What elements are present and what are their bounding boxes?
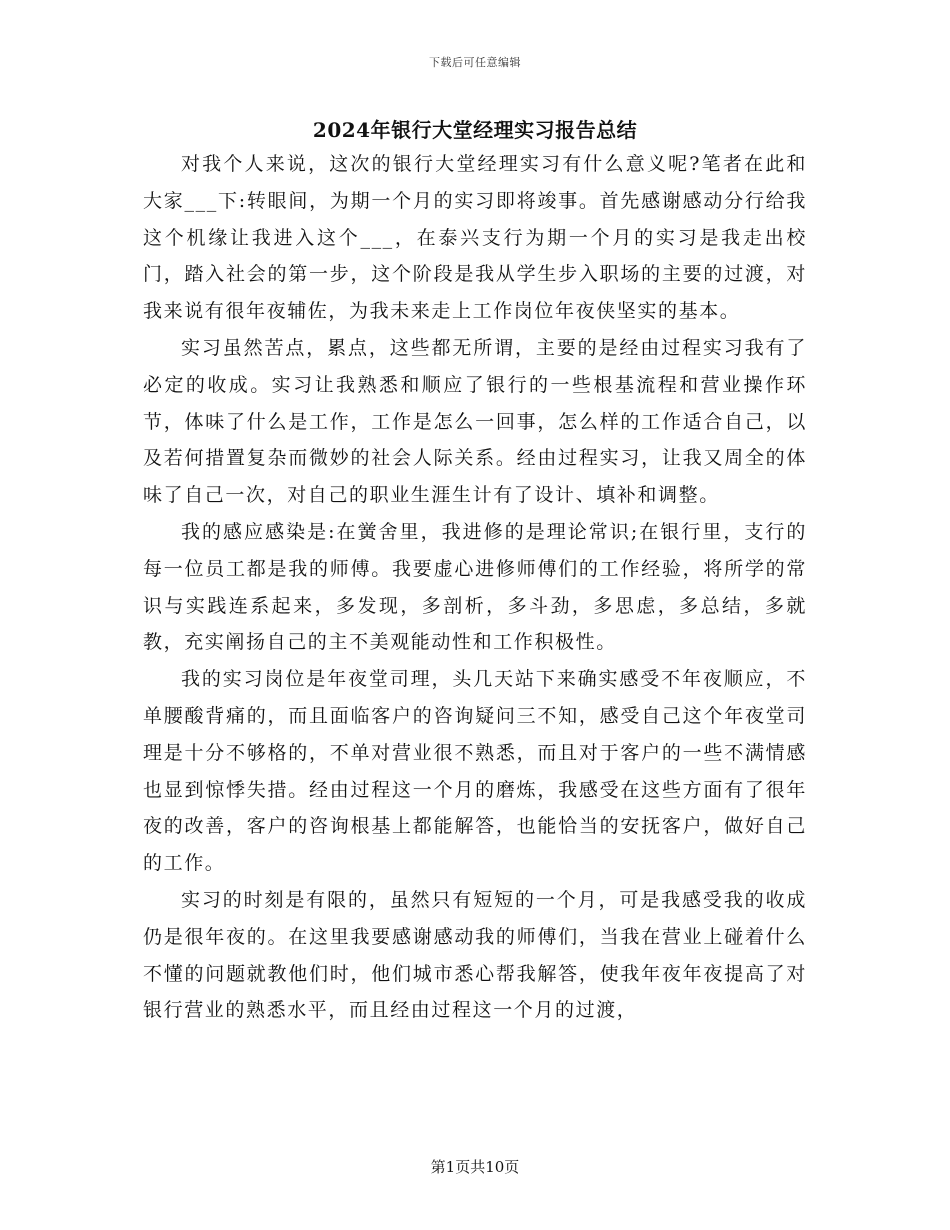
body-paragraph-4: 我的实习岗位是年夜堂司理，头几天站下来确实感受不年夜顺应，不单腰酸背痛的，而且面临客户的咨询疑问三不知，感受自己这个年夜堂司理是十分不够格的，不单对营业很不熟悉，而且对于客户的一些不满情感也显到惊悸失措。经由过程这一个月的磨炼，我感受在这些方面有了很年夜的改善，客户的咨询根基上都能解答，也能恰当的安抚客户，做好自己的工作。	[143, 668, 807, 875]
body-paragraph-5: 实习的时刻是有限的，虽然只有短短的一个月，可是我感受我的收成仍是很年夜的。在这里我要感谢感动我的师傅们，当我在营业上碰着什么不懂的问题就教他们时，他们城市悉心帮我解答，使我年夜年夜提高了对银行营业的熟悉水平，而且经由过程这一个月的过渡，	[143, 888, 807, 1022]
body-paragraph-3: 我的感应感染是:在黉舍里，我进修的是理论常识;在银行里，支行的每一位员工都是我的师傅。我要虚心进修师傅们的工作经验，将所学的常识与实践连系起来，多发现，多剖析，多斗劲，多思虑，多总结，多就教，充实阐扬自己的主不美观能动性和工作积极性。	[143, 520, 807, 654]
page-number-footer: 第1页共10页	[430, 1158, 520, 1176]
document-title: 2024年银行大堂经理实习报告总结	[312, 118, 638, 142]
document-body	[143, 146, 807, 1029]
download-edit-note: 下载后可任意编辑	[429, 56, 521, 69]
body-paragraph-2: 实习虽然苦点，累点，这些都无所谓，主要的是经由过程实习我有了必定的收成。实习让我熟悉和顺应了银行的一些根基流程和营业操作环节，体味了什么是工作，工作是怎么一回事，怎么样的工作适合自己，以及若何措置复杂而微妙的社会人际关系。经由过程实习，让我又周全的体味了自己一次，对自己的职业生涯生计有了设计、填补和调整。	[143, 336, 807, 507]
body-paragraph-1: 对我个人来说，这次的银行大堂经理实习有什么意义呢?笔者在此和大家___下:转眼间，为期一个月的实习即将竣事。首先感谢感动分行给我这个机缘让我进入这个___，在泰兴支行为期一个月的实习是我走出校门，踏入社会的第一步，这个阶段是我从学生步入职场的主要的过渡，对我来说有很年夜辅佐，为我未来走上工作岗位年夜侠坚实的基本。	[143, 153, 807, 323]
